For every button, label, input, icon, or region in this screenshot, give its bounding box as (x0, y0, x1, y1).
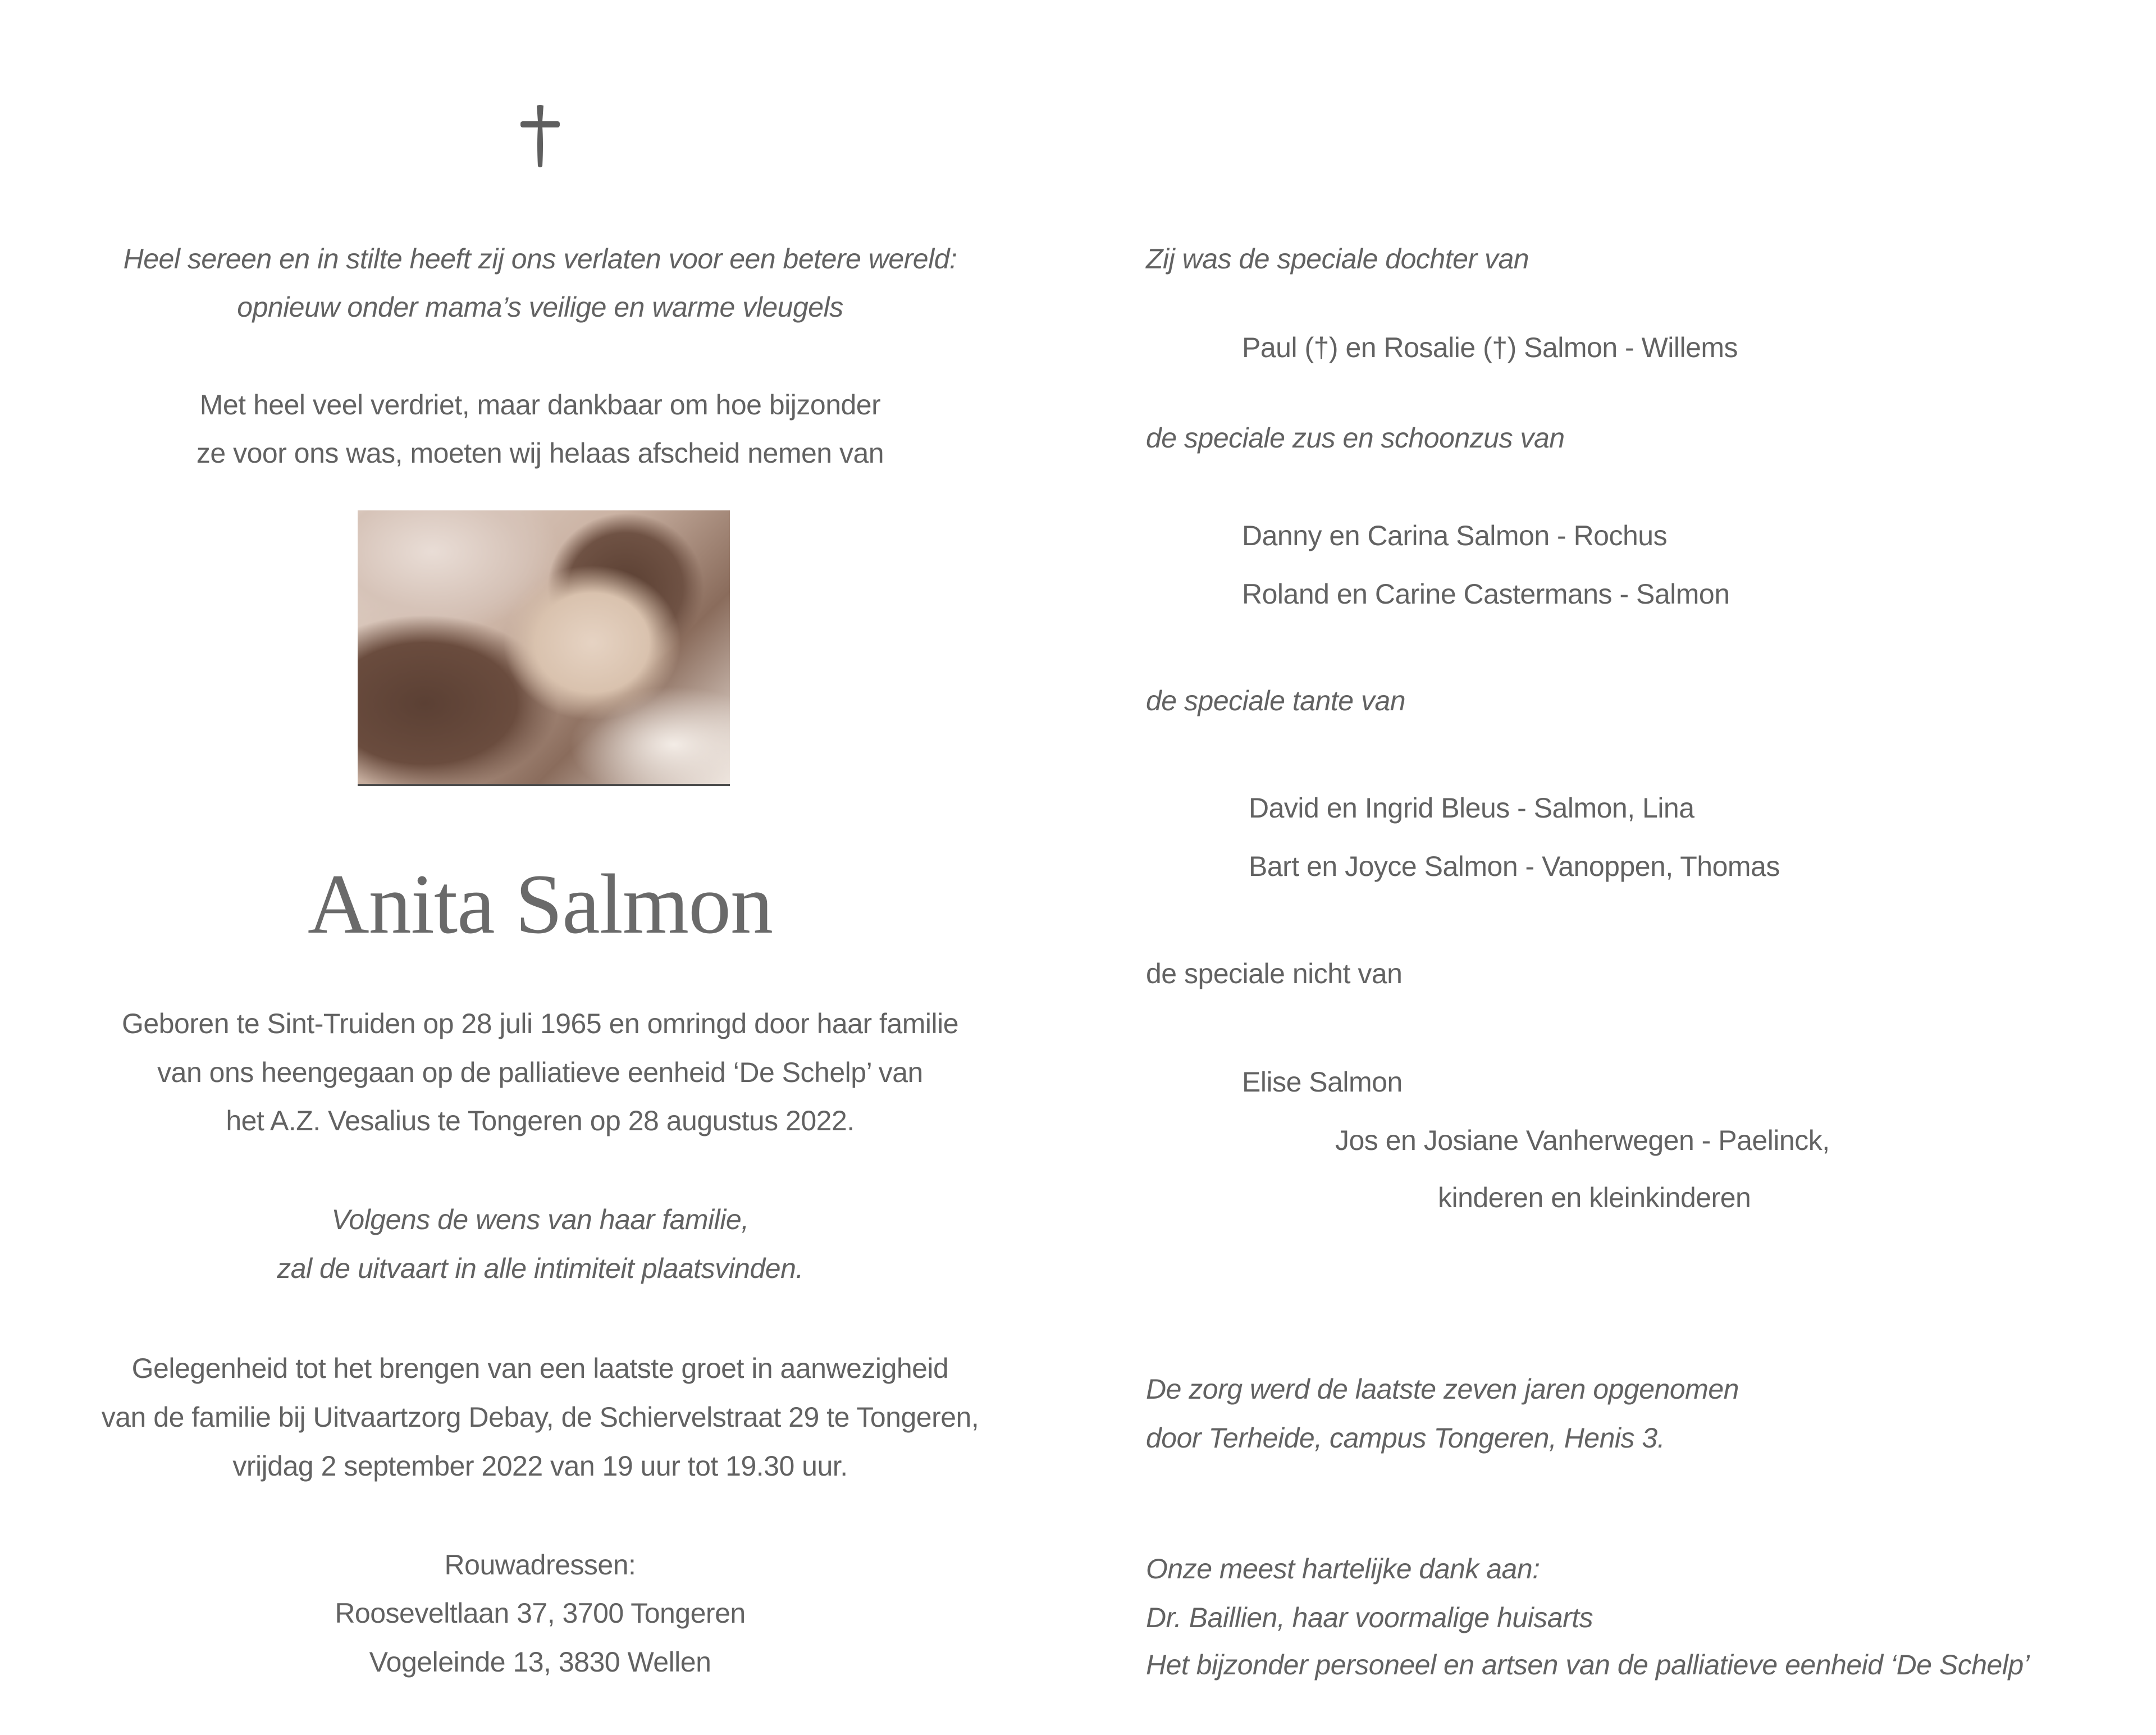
visitation-line: van de familie bij Uitvaartzorg Debay, de Schiervelstraat 29 te Tongeren, (101, 1401, 979, 1433)
care-line: De zorg werd de laatste zeven jaren opgenomen (1146, 1373, 1739, 1405)
sibling-name: Roland en Carine Castermans - Salmon (1242, 578, 1730, 610)
birth-death-line: Geboren te Sint-Truiden op 28 juli 1965 en omringd door haar familie (121, 1008, 959, 1039)
birth-death-line: van ons heengegaan op de palliatieve eenheid ‘De Schelp’ van (157, 1057, 923, 1088)
visitation-line: vrijdag 2 september 2022 van 19 uur tot 19.30 uur. (232, 1450, 848, 1482)
intro-italic-line: Heel sereen en in stilte heeft zij ons verlaten voor een betere wereld: (123, 243, 957, 275)
intro-italic-line: opnieuw onder mama’s veilige en warme vleugels (237, 291, 843, 323)
funeral-line: zal de uitvaart in alle intimiteit plaatsvinden. (277, 1253, 803, 1284)
care-line: door Terheide, campus Tongeren, Henis 3. (1146, 1422, 1665, 1454)
portrait-photo (358, 510, 730, 786)
niece-heading: de speciale nicht van (1146, 958, 1403, 989)
relative-name: Elise Salmon (1242, 1066, 1403, 1098)
thanks-line: Het bijzonder personeel en artsen van de palliatieve eenheid ‘De Schelp’ (1146, 1649, 2030, 1681)
daughter-heading: Zij was de speciale dochter van (1146, 243, 1529, 275)
birth-death-line: het A.Z. Vesalius te Tongeren op 28 augustus 2022. (226, 1105, 855, 1136)
address-line: Rooseveltlaan 37, 3700 Tongeren (335, 1597, 746, 1629)
sibling-name: Danny en Carina Salmon - Rochus (1242, 520, 1668, 551)
intro-line: ze voor ons was, moeten wij helaas afscheid nemen van (196, 437, 884, 469)
aunt-heading: de speciale tante van (1146, 685, 1406, 716)
parents-names: Paul (†) en Rosalie (†) Salmon - Willems (1242, 332, 1738, 363)
sister-heading: de speciale zus en schoonzus van (1146, 422, 1565, 454)
visitation-line: Gelegenheid tot het brengen van een laatste groet in aanwezigheid (131, 1353, 949, 1384)
nephew-niece-name: Bart en Joyce Salmon - Vanoppen, Thomas (1249, 851, 1780, 882)
thanks-line: Dr. Baillien, haar voormalige huisarts (1146, 1602, 1593, 1633)
relative-name: Jos en Josiane Vanherwegen - Paelinck, (1335, 1125, 1830, 1156)
deceased-name: Anita Salmon (307, 857, 773, 951)
address-line: Vogeleinde 13, 3830 Wellen (369, 1646, 711, 1678)
nephew-niece-name: David en Ingrid Bleus - Salmon, Lina (1249, 792, 1694, 824)
photo-bottom-edge (358, 784, 730, 786)
thanks-heading: Onze meest hartelijke dank aan: (1146, 1553, 1540, 1585)
latin-cross-icon (520, 104, 560, 168)
intro-line: Met heel veel verdriet, maar dankbaar om hoe bijzonder (199, 389, 881, 421)
relative-name: kinderen en kleinkinderen (1438, 1182, 1751, 1213)
funeral-line: Volgens de wens van haar familie, (331, 1204, 749, 1235)
addresses-title: Rouwadressen: (444, 1549, 636, 1581)
